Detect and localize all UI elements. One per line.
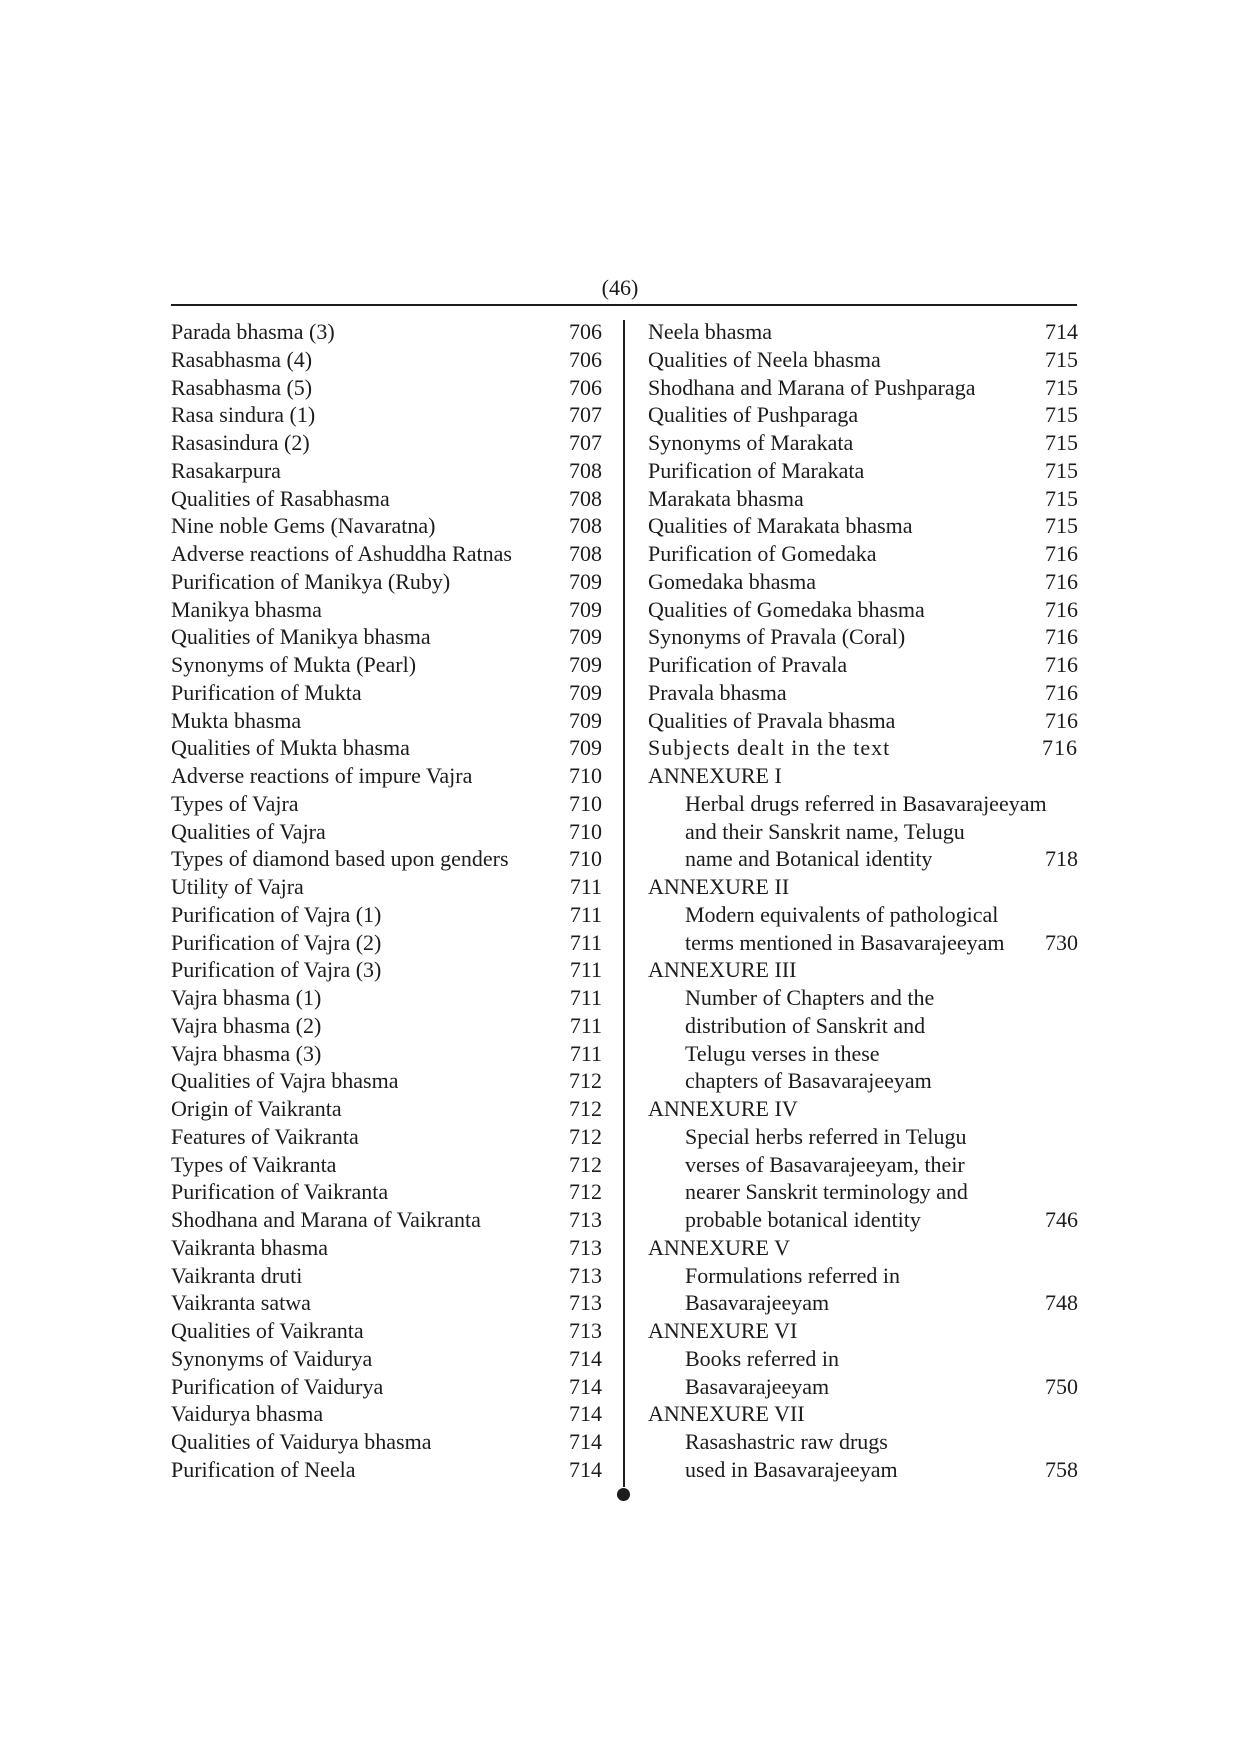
toc-entry-page: 758 [1045,1456,1078,1482]
toc-entry [171,623,602,651]
toc-entry-page: 712 [569,1096,602,1121]
toc-entry-page: 716 [1045,596,1078,622]
toc-entry-title: Vaidurya bhasma [171,1401,324,1427]
toc-entry [171,1178,602,1206]
toc-entry-page: 711 [569,1012,602,1038]
toc-entry-page: 715 [1045,430,1078,455]
toc-entry-title: Synonyms of Mukta (Pearl) [171,652,417,677]
toc-entry [171,651,602,679]
toc-entry [648,651,1078,679]
toc-entry [648,512,1078,540]
toc-entry-page: 712 [569,1068,602,1094]
toc-entry [171,1206,602,1234]
toc-entry-title: Basavarajeeyam [685,1290,830,1316]
column-divider [623,320,625,1487]
toc-entry-title: Qualities of Rasabhasma [171,485,390,511]
toc-entry-page: 711 [569,957,602,983]
toc-entry-page: 716 [1045,707,1078,733]
toc-entry-page: 716 [1042,735,1078,761]
toc-left-column [171,318,602,1484]
toc-entry [648,1317,1078,1345]
toc-entry [171,1456,602,1484]
toc-entry-page: 714 [569,1456,602,1482]
toc-entry-page: 716 [1045,679,1078,705]
toc-subentry [648,1123,1078,1151]
toc-subentry [648,1428,1078,1456]
toc-entry [648,762,1078,790]
toc-entry-title: Qualities of Vaidurya bhasma [171,1429,432,1454]
toc-entry-title: Qualities of Gomedaka bhasma [648,596,925,622]
toc-entry [648,1234,1078,1262]
toc-entry-title: Vaikranta satwa [171,1290,311,1316]
page-number: (46) [601,275,639,300]
toc-entry-page: 714 [569,1429,602,1454]
toc-subentry [648,1345,1078,1373]
toc-entry [171,845,602,873]
toc-subentry [648,1012,1078,1040]
toc-entry-title: Purification of Vajra (2) [171,929,382,955]
toc-entry-title: Qualities of Vajra bhasma [171,1068,399,1094]
toc-entry-page: 711 [569,929,602,955]
toc-entry [648,1400,1078,1428]
toc-entry-title: Gomedaka bhasma [648,568,816,594]
toc-entry-title: Purification of Manikya (Ruby) [171,568,451,594]
toc-entry-title: Herbal drugs referred in Basavarajeeyam [685,790,1047,816]
toc-entry [171,1317,602,1345]
toc-subentry [648,929,1078,957]
toc-entry-title: name and Botanical identity [685,846,933,872]
toc-entry-page: 713 [569,1262,602,1288]
toc-entry-page: 715 [1045,485,1078,511]
toc-entry [648,679,1078,707]
toc-entry [648,956,1078,984]
toc-entry [171,401,602,429]
toc-entry [171,1123,602,1151]
toc-entry-title: Qualities of Pushparaga [648,402,859,428]
toc-entry-page: 712 [569,1179,602,1205]
toc-entry-title: Purification of Vaidurya [171,1373,384,1399]
toc-subentry [648,790,1078,818]
toc-entry [171,457,602,485]
toc-entry [648,734,1078,762]
toc-entry-page: 711 [569,985,602,1010]
toc-entry-page: 748 [1045,1290,1078,1316]
toc-entry-title: Vaikranta druti [171,1262,303,1288]
toc-entry-title: ANNEXURE IV [648,1096,798,1121]
toc-entry-title: Utility of Vajra [171,874,304,899]
toc-entry-page: 714 [569,1373,602,1399]
toc-entry [171,984,602,1012]
toc-entry [648,596,1078,624]
toc-subentry [648,818,1078,846]
toc-entry-page: 710 [569,846,602,872]
toc-entry-title: Qualities of Pravala bhasma [648,707,896,733]
toc-entry-title: Modern equivalents of pathological [685,901,999,927]
toc-entry [171,1262,602,1290]
toc-entry-page: 711 [569,901,602,927]
toc-entry-title: Books referred in [685,1345,839,1371]
toc-entry-page: 713 [569,1207,602,1232]
toc-entry [171,762,602,790]
toc-entry [648,318,1078,346]
toc-entry-page: 714 [569,1401,602,1427]
toc-entry-title: Adverse reactions of impure Vajra [171,763,473,788]
toc-entry [171,485,602,513]
toc-entry-title: Purification of Vaikranta [171,1179,389,1205]
toc-entry-title: distribution of Sanskrit and [685,1012,926,1038]
toc-entry [171,1012,602,1040]
toc-entry-page: 706 [569,346,602,372]
toc-entry-page: 713 [569,1290,602,1316]
toc-entry-title: Purification of Pravala [648,652,848,677]
toc-entry [171,374,602,402]
toc-entry-page: 712 [569,1151,602,1177]
toc-entry-title: Subjects dealt in the text [648,735,891,761]
toc-entry [171,707,602,735]
toc-entry [171,1345,602,1373]
toc-entry-page: 711 [569,1040,602,1066]
toc-entry-page: 718 [1045,846,1078,872]
toc-entry-title: ANNEXURE VII [648,1401,805,1427]
toc-entry-title: Mukta bhasma [171,707,302,733]
toc-entry-title: Vajra bhasma (1) [171,985,322,1010]
toc-entry-page: 730 [1045,929,1078,955]
toc-entry [171,1151,602,1179]
toc-subentry [648,1151,1078,1179]
toc-entry [171,1289,602,1317]
toc-entry [648,346,1078,374]
toc-entry-title: Vajra bhasma (3) [171,1040,322,1066]
toc-entry-title: Adverse reactions of Ashuddha Ratnas [171,541,512,566]
toc-entry-title: Neela bhasma [648,319,772,344]
toc-entry [171,540,602,568]
toc-entry-page: 707 [569,402,602,428]
toc-entry-title: Rasa sindura (1) [171,402,316,428]
toc-entry-page: 710 [569,763,602,788]
toc-entry-page: 715 [1045,374,1078,400]
toc-entry-page: 706 [569,374,602,400]
toc-entry [171,1067,602,1095]
toc-entry-page: 716 [1045,652,1078,677]
toc-entry-title: Types of Vaikranta [171,1151,337,1177]
toc-entry-title: Manikya bhasma [171,596,322,622]
toc-subentry [648,1289,1078,1317]
toc-entry-title: Telugu verses in these [685,1040,880,1066]
toc-entry-title: Types of Vajra [171,790,299,816]
toc-entry-page: 708 [569,457,602,483]
toc-subentry [648,1456,1078,1484]
toc-entry-title: Purification of Vajra (1) [171,901,382,927]
toc-entry-page: 716 [1045,568,1078,594]
toc-entry [648,623,1078,651]
toc-entry-page: 708 [569,485,602,511]
toc-entry-title: Synonyms of Pravala (Coral) [648,624,906,650]
toc-entry [648,485,1078,513]
toc-entry [648,429,1078,457]
toc-entry-title: Qualities of Mukta bhasma [171,735,410,761]
toc-subentry [648,1262,1078,1290]
toc-entry-title: Number of Chapters and the [685,985,935,1010]
toc-entry-title: Marakata bhasma [648,485,804,511]
toc-entry-title: nearer Sanskrit terminology and [685,1179,968,1205]
toc-entry-title: Purification of Mukta [171,679,362,705]
toc-entry-page: 713 [569,1234,602,1260]
toc-subentry [648,845,1078,873]
toc-entry [648,707,1078,735]
toc-entry-title: Qualities of Manikya bhasma [171,624,431,650]
toc-entry-title: Vaikranta bhasma [171,1234,328,1260]
toc-entry-title: Qualities of Marakata bhasma [648,513,913,539]
toc-entry-title: Rasabhasma (4) [171,346,313,372]
toc-entry-page: 746 [1045,1207,1078,1232]
toc-entry [171,1040,602,1068]
divider-end-dot [617,1488,630,1501]
toc-entry-title: ANNEXURE V [648,1234,790,1260]
toc-entry-title: Rasashastric raw drugs [685,1429,888,1454]
toc-entry-title: Qualities of Vajra [171,818,326,844]
toc-entry [171,1400,602,1428]
toc-entry-page: 709 [569,735,602,761]
toc-entry [171,929,602,957]
toc-entry [171,346,602,374]
toc-entry [171,1234,602,1262]
toc-entry-page: 706 [569,319,602,344]
toc-entry-title: Purification of Neela [171,1456,356,1482]
toc-entry-page: 715 [1045,402,1078,428]
toc-entry-page: 715 [1045,346,1078,372]
toc-entry [648,457,1078,485]
toc-entry-page: 707 [569,430,602,455]
toc-entry-title: Shodhana and Marana of Vaikranta [171,1207,481,1232]
toc-entry-page: 708 [569,513,602,539]
toc-entry [648,873,1078,901]
toc-entry-page: 716 [1045,624,1078,650]
toc-entry-page: 709 [569,652,602,677]
toc-entry [171,1428,602,1456]
toc-entry-page: 709 [569,568,602,594]
toc-entry-page: 715 [1045,513,1078,539]
toc-right-column [648,318,1078,1484]
toc-entry-title: Origin of Vaikranta [171,1096,342,1121]
toc-entry [171,1095,602,1123]
toc-subentry [648,1040,1078,1068]
toc-entry-page: 710 [569,790,602,816]
toc-subentry [648,1206,1078,1234]
toc-entry [171,956,602,984]
toc-entry [171,429,602,457]
toc-entry-page: 709 [569,679,602,705]
toc-entry-title: Synonyms of Marakata [648,430,854,455]
toc-entry-page: 710 [569,818,602,844]
toc-entry-title: ANNEXURE I [648,763,782,788]
toc-subentry [648,901,1078,929]
toc-entry-title: and their Sanskrit name, Telugu [685,818,965,844]
toc-entry-title: ANNEXURE VI [648,1318,798,1343]
toc-entry [648,540,1078,568]
toc-entry [171,596,602,624]
toc-entry-page: 713 [569,1318,602,1343]
toc-entry-title: Nine noble Gems (Navaratna) [171,513,436,539]
toc-entry-page: 708 [569,541,602,566]
toc-entry-title: probable botanical identity [685,1207,921,1232]
toc-entry [171,318,602,346]
toc-entry [171,790,602,818]
toc-entry [648,401,1078,429]
toc-entry [648,1095,1078,1123]
toc-entry-title: Purification of Vajra (3) [171,957,382,983]
toc-entry-page: 709 [569,596,602,622]
toc-entry-title: Rasasindura (2) [171,430,310,455]
toc-entry-page: 709 [569,624,602,650]
toc-entry-title: Features of Vaikranta [171,1123,359,1149]
toc-entry-title: Qualities of Vaikranta [171,1318,364,1343]
toc-entry-title: Purification of Gomedaka [648,541,877,566]
toc-entry-title: terms mentioned in Basavarajeeyam [685,929,1005,955]
toc-entry [171,512,602,540]
toc-entry-title: ANNEXURE II [648,874,790,899]
toc-entry-title: Types of diamond based upon genders [171,846,509,872]
toc-entry [171,873,602,901]
toc-entry [171,679,602,707]
toc-entry [171,568,602,596]
toc-subentry [648,1373,1078,1401]
toc-entry-title: Synonyms of Vaidurya [171,1345,373,1371]
toc-subentry [648,984,1078,1012]
header-rule [171,304,1077,306]
toc-entry-page: 750 [1045,1373,1078,1399]
toc-entry-title: Vajra bhasma (2) [171,1012,322,1038]
toc-subentry [648,1067,1078,1095]
toc-entry-title: Parada bhasma (3) [171,319,335,344]
toc-subentry [648,1178,1078,1206]
toc-entry-title: Basavarajeeyam [685,1373,830,1399]
toc-entry-page: 712 [569,1123,602,1149]
toc-entry-page: 711 [569,874,602,899]
toc-entry [171,818,602,846]
toc-entry [171,734,602,762]
toc-entry [171,901,602,929]
toc-entry [648,568,1078,596]
toc-entry-page: 716 [1045,541,1078,566]
toc-entry-title: Pravala bhasma [648,679,787,705]
toc-entry-title: Qualities of Neela bhasma [648,346,881,372]
toc-entry-title: Shodhana and Marana of Pushparaga [648,374,976,400]
toc-entry-page: 714 [1045,319,1078,344]
toc-entry [171,1373,602,1401]
toc-entry-title: Formulations referred in [685,1262,901,1288]
toc-entry-title: Special herbs referred in Telugu [685,1123,967,1149]
toc-entry-title: chapters of Basavarajeeyam [685,1068,932,1094]
toc-entry-title: ANNEXURE III [648,957,797,983]
toc-entry-title: Rasabhasma (5) [171,374,313,400]
toc-entry-title: used in Basavarajeeyam [685,1456,898,1482]
toc-entry-page: 714 [569,1345,602,1371]
toc-entry-title: Purification of Marakata [648,457,865,483]
toc-entry-page: 709 [569,707,602,733]
toc-entry-title: verses of Basavarajeeyam, their [685,1151,965,1177]
toc-entry-title: Rasakarpura [171,457,281,483]
toc-entry [648,374,1078,402]
toc-entry-page: 715 [1045,457,1078,483]
